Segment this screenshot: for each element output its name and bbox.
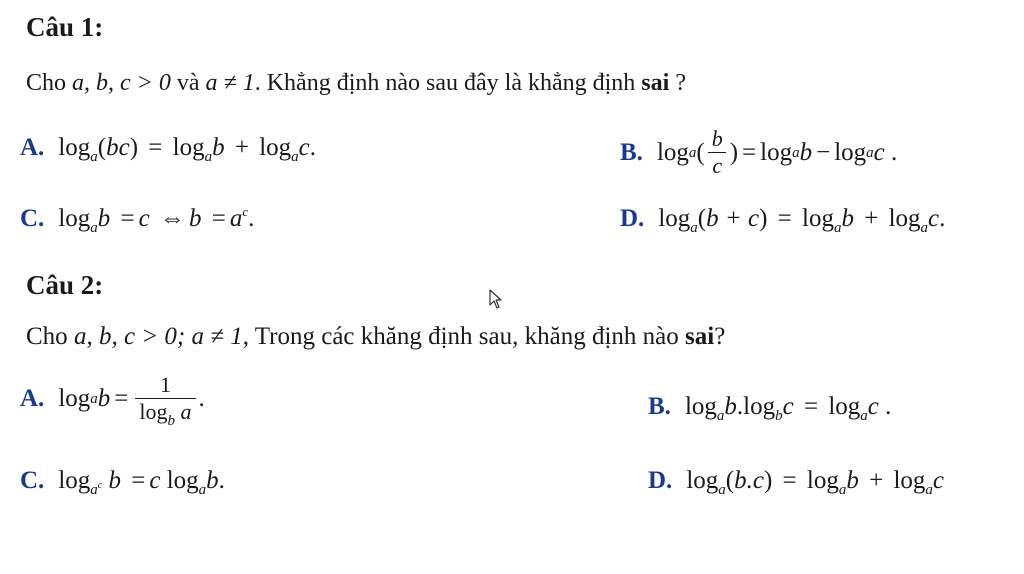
option-letter: C.: [20, 467, 45, 494]
q2-option-a[interactable]: [20, 372, 205, 429]
q2-option-b[interactable]: [648, 393, 892, 424]
option-formula: $\log_a(bc) = \log_ab + \log_ac$.: [58, 134, 317, 165]
fraction: $\frac{1}{\log_b a}$: [135, 372, 195, 425]
stem-text: . Khẳng định nào sau đây là khẳng định: [254, 70, 636, 96]
stem-text: , Trong các khăng định sau, khăng định nào: [242, 323, 679, 350]
question-1-heading: Câu 1:: [26, 12, 104, 42]
q2-option-d[interactable]: [648, 467, 945, 498]
option-formula: log a ( $\frac{b}{c}$ ) = log a b − log a c .: [656, 126, 898, 178]
q1-option-d[interactable]: [620, 205, 946, 236]
q1-option-c[interactable]: [20, 204, 255, 236]
option-formula: log a b = $\frac{1}{\log_b a}$ .: [58, 372, 205, 429]
option-letter: A.: [20, 134, 45, 161]
option-letter: C.: [20, 205, 45, 232]
q1-option-a[interactable]: [20, 134, 317, 165]
option-letter: D.: [620, 205, 645, 232]
option-letter: D.: [648, 467, 673, 494]
stem-lead: Cho: [26, 70, 67, 96]
question-2-heading: Câu 2:: [26, 270, 104, 300]
mouse-pointer-icon: [489, 289, 503, 309]
option-letter: B.: [620, 138, 643, 166]
stem-conjunction: và: [176, 70, 200, 96]
stem-end: ?: [714, 323, 726, 350]
option-formula: $\log_ab = c$ ⇔ $b = a^c$.: [58, 204, 255, 236]
stem-end: ?: [669, 70, 686, 96]
stem-bold-word: sai: [641, 70, 670, 96]
option-formula: $\log_a(b.c) = \log_ab + \log_ac$: [686, 467, 945, 498]
fraction: $\frac{b}{c}$: [708, 126, 727, 179]
stem-condition: a, b, c > 0: [72, 70, 171, 96]
question-1-stem: [26, 70, 686, 97]
stem-condition: a, b, c > 0; a ≠ 1: [73, 323, 243, 350]
option-formula: $\log_a(b + c) = \log_ab + \log_ac$.: [658, 205, 946, 236]
q1-option-b[interactable]: [620, 126, 897, 179]
option-letter: B.: [648, 393, 671, 420]
q2-option-c[interactable]: [20, 467, 225, 498]
option-formula: $\log_{a^c} b = c$ $\log_ab$.: [58, 467, 225, 498]
stem-lead: Cho: [26, 323, 68, 350]
question-2-stem: [26, 323, 725, 351]
option-letter: A.: [20, 384, 45, 412]
stem-bold-word: sai: [685, 323, 715, 350]
stem-condition-2: a ≠ 1: [205, 70, 255, 96]
option-formula: $\log_ab.\log_bc = \log_ac$ .: [684, 393, 892, 424]
